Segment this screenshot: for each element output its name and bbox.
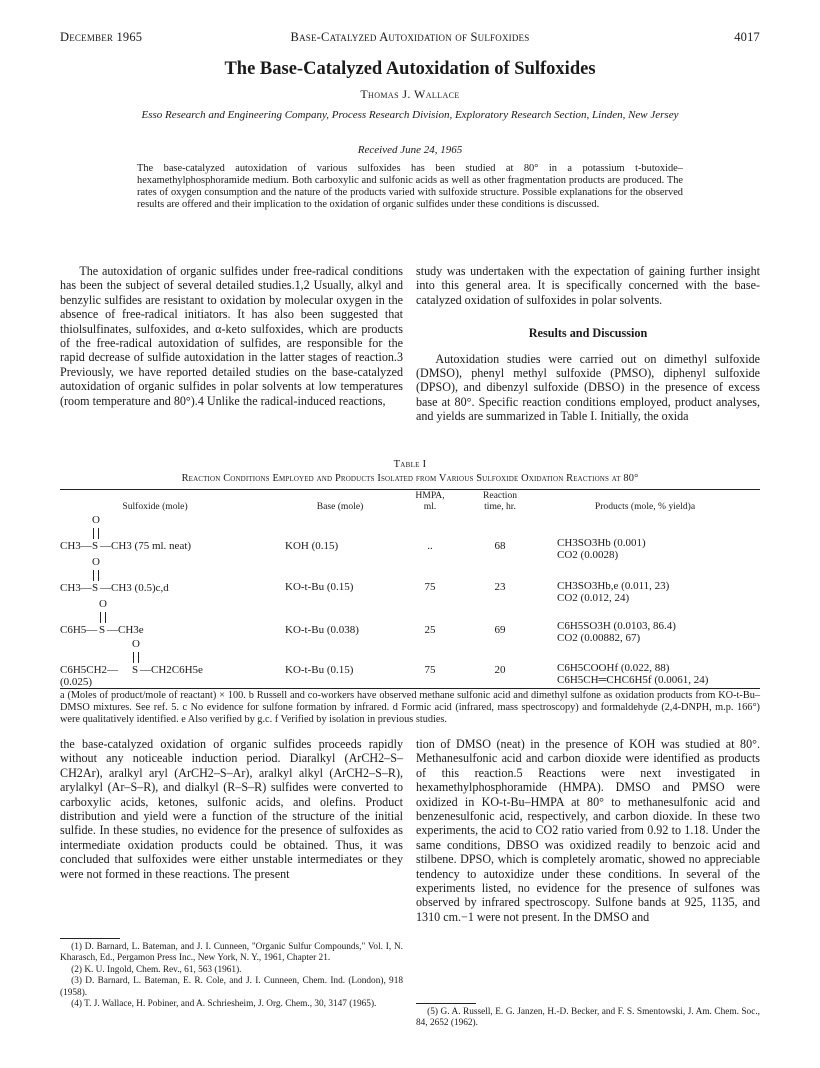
col-header-sulfoxide: Sulfoxide (mole) — [122, 501, 188, 512]
oxygen-label: O — [92, 514, 100, 526]
cell-base: KO-t-Bu (0.15) — [285, 664, 354, 676]
cell-hmpa: 75 — [424, 581, 436, 593]
substituent-left: CH3— — [60, 582, 92, 594]
table-top-rule — [60, 489, 760, 490]
substituent-right: —CH3 (75 ml. neat) — [100, 540, 192, 552]
cell-time: 23 — [494, 581, 506, 593]
sulfur-label: S — [99, 624, 106, 636]
footnotes-left — [60, 942, 403, 1010]
body-left-column — [60, 737, 403, 881]
article-title: The Base-Catalyzed Autoxidation of Sulfoxides — [224, 59, 596, 79]
cell-hmpa: 25 — [424, 624, 436, 636]
running-head — [60, 30, 760, 48]
double-bond — [93, 528, 99, 539]
oxygen-label: O — [92, 556, 100, 568]
table-bottom-rule — [60, 688, 760, 689]
intro-right-column — [416, 264, 760, 424]
footnote-rule — [416, 1003, 476, 1004]
oxygen-label: O — [99, 598, 107, 610]
double-bond — [100, 612, 106, 623]
cell-product-1: C6H5COOHf (0.022, 88) — [557, 662, 670, 674]
header-date: December 1965 — [60, 30, 143, 44]
author: Thomas J. Wallace — [360, 87, 460, 101]
footnote: (3) D. Barnard, L. Bateman, E. R. Cole, and J. I. Cunneen, Chem. Ind. (London), 918 (1958). — [60, 976, 403, 998]
cell-time: 69 — [494, 624, 506, 636]
substituent-right: —CH3 (0.5)c,d — [100, 582, 169, 594]
cell-product-2: CO2 (0.012, 24) — [557, 592, 630, 604]
cell-base: KO-t-Bu (0.038) — [285, 624, 359, 636]
footnotes-right — [416, 1007, 760, 1030]
cell-product-2: C6H5CH═CHC6H5f (0.0061, 24) — [557, 674, 709, 686]
cell-time: 20 — [494, 664, 506, 676]
substituent-left: CH3— — [60, 540, 92, 552]
oxygen-label: O — [132, 638, 140, 650]
reactant-amount: (0.025) — [60, 676, 93, 688]
cell-hmpa: 75 — [424, 664, 436, 676]
substituent-left: C6H5— — [60, 624, 98, 636]
col-header-time-1: Reaction — [482, 490, 518, 501]
page-number: 4017 — [734, 30, 760, 44]
cell-product-1: CH3SO3Hb (0.001) — [557, 537, 646, 549]
col-header-base: Base (mole) — [316, 501, 364, 512]
table-title: Reaction Conditions Employed and Products Isolated from Various Sulfoxide Oxidation Reactions at 80° — [181, 473, 639, 484]
sulfur-label: S — [132, 664, 139, 676]
received-date: Received June 24, 1965 — [357, 144, 463, 156]
table-footnotes: a (Moles of product/mole of reactant) × 100. b Russell and co-workers have observed methane sulfonic acid and dimethyl sulfone as oxidation products from KO-t-Bu–DMSO mixtures. See ref. 5. c No evidence for sulfone formation by infrared. d Formic acid (infrared, mass spectroscopy) and formaldehyde (2,4-DNPH, m.p. 166°) were qualitatively identified. e Also verified by g.c. f Verified by isolation in previous studies. — [60, 690, 760, 725]
double-bond — [93, 570, 99, 581]
footnote: (4) T. J. Wallace, H. Pobiner, and A. Schriesheim, J. Org. Chem., 30, 3147 (1965). — [71, 999, 377, 1010]
affiliation: Esso Research and Engineering Company, Process Research Division, Exploratory Research Section, Linden, New Jersey — [141, 109, 679, 121]
cell-product-2: CO2 (0.0028) — [557, 549, 619, 561]
section-heading: Results and Discussion — [528, 326, 648, 341]
intro-paragraph: The autoxidation of organic sulfides under free-radical conditions has been the subject of several detailed studies.1,2 Usually, alkyl and benzylic sulfides are resistant to oxidation by molecular oxygen in the absence of free-radical initiators. It has also been suggested that thiolsulfinates, sulfoxides, and α-keto sulfoxides, which are products of the free-radical autoxidation of sulfides, are responsible for the rapid decrease of sulfide autoxidation in the latter stages of reaction.3 Previously, we have reported detailed studies on the base-catalyzed autoxidation of organic sulfides in polar solvents at low temperatures (room temperature and 80°).4 Unlike the radical-induced reactions, — [60, 264, 403, 408]
body-paragraph: tion of DMSO (neat) in the presence of KOH was studied at 80°. Methanesulfonic acid and carbon dioxide were identified as products of this reaction.5 Reactions were next investigated in hexamethylphosphoramide (HMPA). DMSO and PMSO were oxidized in KO-t-Bu–HMPA at 80° to methanesulfonic acid and benzenesulfonic acid, respectively, and carbon dioxide. In these two experiments, the acid to CO2 ratio varied from 0.92 to 1.18. Under the same conditions, DBSO was oxidized readily to benzoic acid and stilbene. DPSO, which is completely aromatic, showed no appreciable tendency to autoxidize under these conditions. In several of the experiments listed, no evidence for the presence of sulfones was observed by infrared spectroscopy. Sulfone bands at 925, 1135, and 1310 cm.−1 were not present. In the DMSO and — [416, 737, 760, 924]
footnote-rule — [60, 938, 120, 939]
substituent-left: C6H5CH2— — [60, 664, 119, 676]
sulfur-label: S — [92, 582, 99, 594]
intro-continuation: study was undertaken with the expectation of gaining further insight into this general area. It is specifically concerned with the base-catalyzed oxidation of sulfoxides in polar solvents. — [416, 264, 760, 307]
cell-time: 68 — [494, 540, 506, 552]
intro-left-column — [60, 264, 403, 408]
col-header-hmpa-2: ml. — [423, 501, 437, 512]
double-bond — [133, 652, 139, 663]
cell-product-2: CO2 (0.00882, 67) — [557, 632, 641, 644]
col-header-time-2: time, hr. — [484, 501, 516, 512]
footnote: (2) K. U. Ingold, Chem. Rev., 61, 563 (1961). — [71, 964, 242, 975]
header-running-title: Base-Catalyzed Autoxidation of Sulfoxides — [290, 30, 530, 44]
cell-product-1: C6H5SO3H (0.0103, 86.4) — [557, 620, 676, 632]
footnote: (5) G. A. Russell, E. G. Janzen, H.-D. Becker, and F. S. Smentowski, J. Am. Chem. Soc., 84, 2652 (1962). — [416, 1007, 760, 1029]
col-header-products: Products (mole, % yield)a — [594, 501, 696, 512]
sulfur-label: S — [92, 540, 99, 552]
cell-base: KO-t-Bu (0.15) — [285, 581, 354, 593]
col-header-hmpa-1: HMPA, — [415, 490, 445, 501]
substituent-right: —CH2C6H5e — [140, 664, 203, 676]
table-label: Table I — [393, 459, 427, 470]
body-paragraph: the base-catalyzed oxidation of organic sulfides proceeds rapidly without any noticeable induction period. Diaralkyl (ArCH2–S–CH2Ar), aralkyl aryl (ArCH2–S–Ar), aralkyl alkyl (ArCH2–S–R), arylalkyl (Ar–S–R), and dialkyl (R–S–R) sulfides were converted to carboxylic acids, ketones, sulfonic acids, and olefins. Product distribution and yield were a function of the structure of the initial sulfide. In these studies, no evidence for the presence of sulfoxides as intermediate oxidation products could be obtained. Thus, it was concluded that sulfoxides were either unstable intermediates or they were not formed in these reactions. The present — [60, 737, 403, 881]
cell-product-1: CH3SO3Hb,e (0.011, 23) — [557, 580, 670, 592]
results-paragraph: Autoxidation studies were carried out on dimethyl sulfoxide (DMSO), phenyl methyl sulfoxide (PMSO), diphenyl sulfoxide (DPSO), and dibenzyl sulfoxide (DBSO) in the presence of excess base at 80°. Specific reaction conditions employed, product analyses, and yields are summarized in Table I. Initially, the oxida — [416, 351, 760, 424]
body-right-column — [416, 737, 760, 924]
cell-base: KOH (0.15) — [285, 540, 339, 552]
footnote: (1) D. Barnard, L. Bateman, and J. I. Cunneen, "Organic Sulfur Compounds," Vol. I, N. Kharasch, Ed., Pergamon Press Inc., New York, N. Y., 1961, Chapter 21. — [60, 942, 403, 964]
cell-hmpa: .. — [427, 540, 433, 552]
abstract: The base-catalyzed autoxidation of various sulfoxides has been studied at 80° in a potassium t-butoxide–hexamethylphosphoramide medium. Both carboxylic and sulfonic acids as well as other fragmentation products are produced. The rates of oxygen consumption and the nature of the products varied with sulfoxide structure. Possible explanations for the observed results are offered and their implication to the oxidation of organic sulfides under these conditions is discussed. — [137, 163, 683, 210]
substituent-right: —CH3e — [107, 624, 144, 636]
